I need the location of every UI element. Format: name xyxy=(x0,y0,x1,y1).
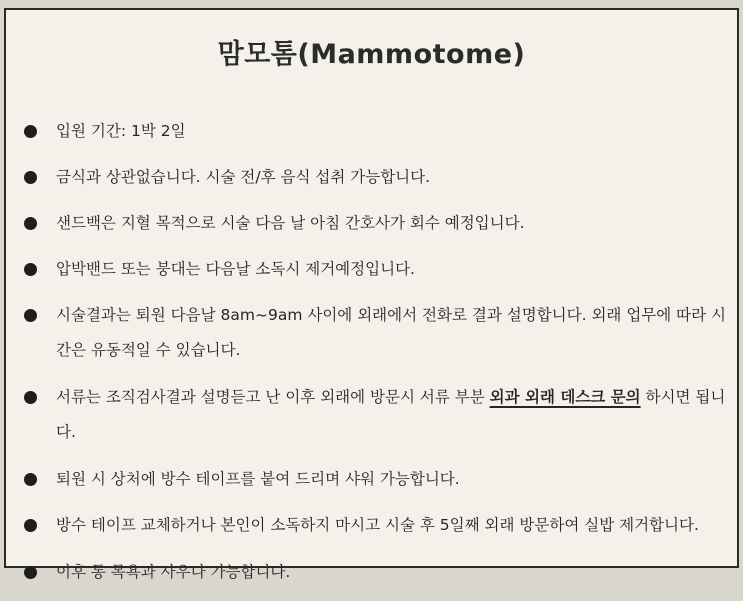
underlined-desk-inquiry: 외과 외래 데스크 문의 xyxy=(489,388,641,406)
list-item xyxy=(20,508,732,543)
bullet-icon xyxy=(24,566,37,579)
item-text: 입원 기간: 1박 2일 xyxy=(56,122,186,140)
bullet-icon xyxy=(24,473,37,486)
item-text-after: 하시면 됩니다. xyxy=(56,388,726,441)
bullet-icon xyxy=(24,171,37,184)
item-text: 시술결과는 퇴원 다음날 8am~9am 사이에 외래에서 전화로 결과 설명합니다. 외래 업무에 따라 시간은 유동적일 수 있습니다. xyxy=(56,306,727,359)
item-text: 퇴원 시 상처에 방수 테이프를 붙여 드리며 샤워 가능합니다. xyxy=(56,470,460,488)
instruction-list xyxy=(20,114,732,601)
item-text: 이후 통 목욕과 사우나 가능합니다. xyxy=(56,563,291,581)
item-text: 금식과 상관없습니다. 시술 전/후 음식 섭취 가능합니다. xyxy=(56,168,431,186)
item-text-before: 서류는 조직검사결과 설명듣고 난 이후 외래에 방문시 서류 부분 xyxy=(56,388,490,406)
list-item xyxy=(20,160,732,195)
list-item xyxy=(20,114,732,149)
item-text: 방수 테이프 교체하거나 본인이 소독하지 마시고 시술 후 5일째 외래 방문하여 실밥 제거합니다. xyxy=(56,516,699,534)
list-item xyxy=(20,206,732,241)
list-item xyxy=(20,252,732,287)
notice-sheet xyxy=(4,8,739,581)
bullet-icon xyxy=(24,391,37,404)
list-item xyxy=(20,298,732,368)
page-title: 맘모톰(Mammotome) xyxy=(217,39,526,70)
bullet-icon xyxy=(24,519,37,532)
item-text: 압박밴드 또는 붕대는 다음날 소독시 제거예정입니다. xyxy=(56,260,415,278)
bullet-icon xyxy=(24,125,37,138)
bullet-icon xyxy=(24,217,37,230)
list-item xyxy=(20,380,732,450)
bullet-icon xyxy=(24,263,37,276)
bullet-icon xyxy=(24,309,37,322)
item-text: 샌드백은 지혈 목적으로 시술 다음 날 아침 간호사가 회수 예정입니다. xyxy=(56,214,525,232)
list-item xyxy=(20,462,732,497)
list-item xyxy=(20,555,732,590)
